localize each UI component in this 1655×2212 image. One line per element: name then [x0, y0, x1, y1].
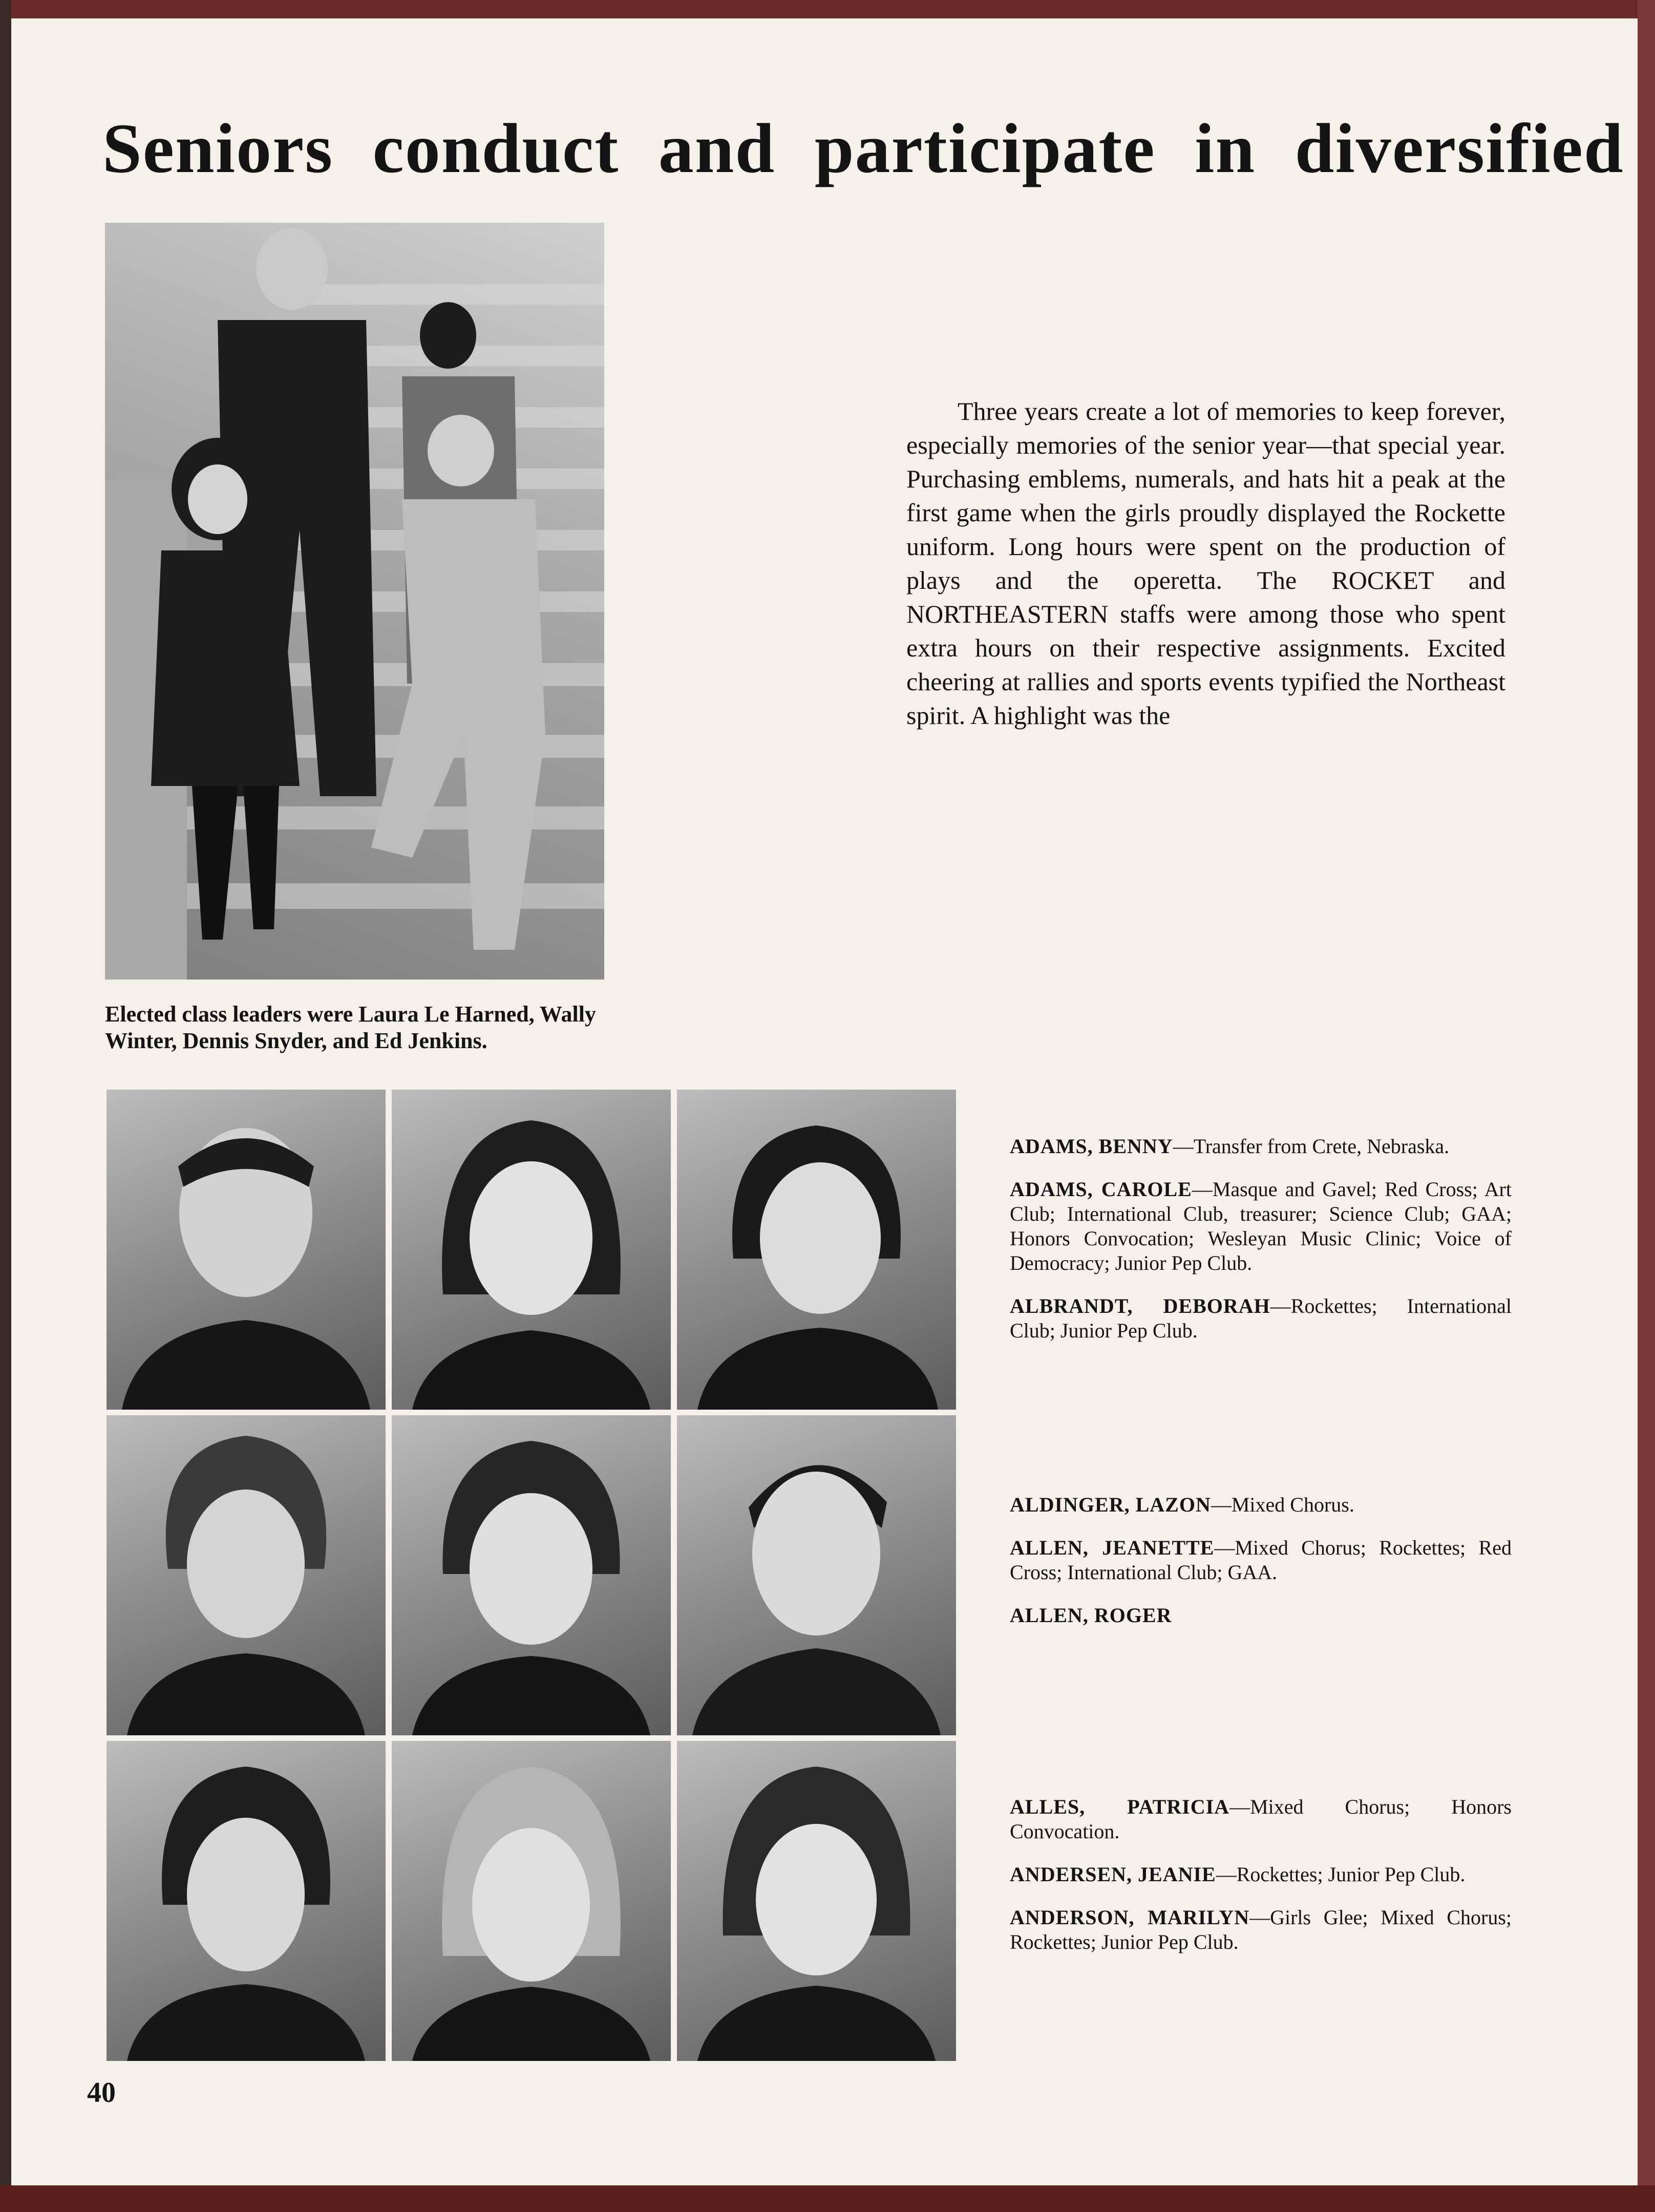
entry-albrandt-deborah	[1010, 1294, 1512, 1343]
binding-top-edge	[0, 0, 1655, 18]
portrait-andersen-jeanie	[392, 1741, 671, 2061]
binding-bottom-edge	[0, 2185, 1655, 2212]
entry-alles-patricia	[1010, 1795, 1512, 1844]
entry-group-1	[1010, 1134, 1512, 1362]
entry-allen-roger	[1010, 1603, 1512, 1628]
entry-andersen-jeanie	[1010, 1862, 1512, 1887]
portrait-aldinger-lazon	[107, 1415, 386, 1735]
entry-activities: —Mixed Chorus.	[1211, 1493, 1354, 1516]
entry-activities: —Mixed Chorus; Rockettes; Red Cross; International Club; GAA.	[1010, 1536, 1512, 1584]
entry-name: ALLEN, JEANETTE	[1010, 1536, 1215, 1559]
entry-name: ANDERSEN, JEANIE	[1010, 1863, 1216, 1886]
binding-right-edge	[1638, 0, 1655, 2212]
page-number: 40	[87, 2077, 116, 2109]
entry-name: ADAMS, CAROLE	[1010, 1178, 1192, 1201]
entry-adams-carole	[1010, 1177, 1512, 1275]
entry-group-3	[1010, 1795, 1512, 1973]
portrait-allen-jeanette	[392, 1415, 671, 1735]
entry-group-2	[1010, 1493, 1512, 1646]
entry-name: ALLES, PATRICIA	[1010, 1795, 1230, 1818]
binding-left-edge	[0, 0, 11, 2212]
entry-name: ANDERSON, MARILYN	[1010, 1906, 1250, 1929]
group-photo-caption: Elected class leaders were Laura Le Harned, Wally Winter, Dennis Snyder, and Ed Jenkins.	[105, 1002, 596, 1053]
portrait-adams-carole	[392, 1090, 671, 1410]
entry-name: ALDINGER, LAZON	[1010, 1493, 1211, 1516]
entry-allen-jeanette	[1010, 1536, 1512, 1585]
entry-activities: —Girls Glee; Mixed Chorus; Rockettes; Junior Pep Club.	[1010, 1906, 1512, 1953]
page-headline: Seniors conduct and participate in diversified	[102, 109, 1624, 187]
intro-paragraph: Three years create a lot of memories to keep forever, especially memories of the senior year—that special year. Purchasing emblems, numerals, and hats hit a peak at the first game when the girls proudly displayed the Rockette uniform. Long hours were spent on the production of plays and the operetta. The ROCKET and NORTHEASTERN staffs were among those who spent extra hours on their respective assignments. Excited cheering at rallies and sports events typified the Northeast spirit. A highlight was the	[906, 397, 1505, 730]
entry-activities: —Mixed Chorus; Honors Convocation.	[1010, 1795, 1512, 1843]
entry-adams-benny	[1010, 1134, 1512, 1159]
entry-activities: —Masque and Gavel; Red Cross; Art Club; International Club, treasurer; Science Club; GAA; Honors Convocation; Wesleyan Music Clinic; Voice of Democracy; Junior Pep Club.	[1010, 1178, 1512, 1274]
entry-activities: —Rockettes; International Club; Junior Pep Club.	[1010, 1294, 1512, 1342]
portrait-albrandt-deborah	[677, 1090, 956, 1410]
portrait-alles-patricia	[107, 1741, 386, 2061]
portrait-adams-benny	[107, 1090, 386, 1410]
entry-activities: —Transfer from Crete, Nebraska.	[1173, 1135, 1450, 1158]
entry-aldinger-lazon	[1010, 1493, 1512, 1517]
entry-activities: —Rockettes; Junior Pep Club.	[1216, 1863, 1466, 1886]
portrait-anderson-marilyn	[677, 1741, 956, 2061]
entry-name: ALBRANDT, DEBORAH	[1010, 1294, 1270, 1317]
entry-name: ALLEN, ROGER	[1010, 1604, 1172, 1627]
portrait-allen-roger	[677, 1415, 956, 1735]
entry-anderson-marilyn	[1010, 1905, 1512, 1954]
class-leaders-photo	[105, 223, 604, 980]
entry-name: ADAMS, BENNY	[1010, 1135, 1173, 1158]
